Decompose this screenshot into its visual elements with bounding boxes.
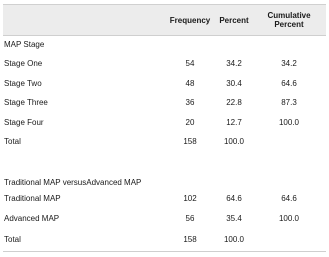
table-row-total <box>3 136 326 148</box>
table-row <box>3 78 326 90</box>
row-percent: 12.7 <box>226 118 242 127</box>
header-frequency: Frequency <box>169 16 211 25</box>
row-percent: 30.4 <box>226 79 242 88</box>
row-percent: 100.0 <box>223 235 245 244</box>
row-cumulative: 100.0 <box>278 214 300 223</box>
row-frequency: 102 <box>183 194 197 203</box>
row-frequency: 158 <box>183 137 197 146</box>
row-label: Stage One <box>4 59 43 68</box>
row-percent: 34.2 <box>226 59 242 68</box>
table-row <box>3 213 326 225</box>
row-frequency: 56 <box>185 214 195 223</box>
row-frequency: 48 <box>185 79 195 88</box>
row-label: Stage Two <box>4 79 42 88</box>
row-cumulative: 34.2 <box>281 59 297 68</box>
section-title: MAP Stage <box>4 40 45 49</box>
row-frequency: 158 <box>183 235 197 244</box>
table-row <box>3 97 326 109</box>
table-row <box>3 193 326 205</box>
row-cumulative: 64.6 <box>281 194 297 203</box>
section-title-traditional-vs-advanced <box>3 177 326 189</box>
header-percent: Percent <box>219 16 249 25</box>
row-percent: 100.0 <box>223 137 245 146</box>
row-label: Advanced MAP <box>4 214 60 223</box>
header-cumulative-percent: Cumulative Percent <box>267 11 311 29</box>
row-label: Total <box>4 235 21 244</box>
row-percent: 35.4 <box>226 214 242 223</box>
row-cumulative: 100.0 <box>278 118 300 127</box>
section-title: Traditional MAP versusAdvanced MAP <box>4 178 142 187</box>
row-percent: 22.8 <box>226 98 242 107</box>
table-row <box>3 117 326 129</box>
row-cumulative: 64.6 <box>281 79 297 88</box>
row-percent: 64.6 <box>226 194 242 203</box>
table-bottom-border <box>3 251 326 252</box>
row-label: Stage Four <box>4 118 44 127</box>
row-frequency: 20 <box>185 118 195 127</box>
row-label: Traditional MAP <box>4 194 61 203</box>
row-frequency: 36 <box>185 98 195 107</box>
table-header <box>3 4 326 36</box>
table-row <box>3 58 326 70</box>
section-title-map-stage <box>3 39 326 51</box>
row-cumulative: 87.3 <box>281 98 297 107</box>
row-label: Total <box>4 137 21 146</box>
table-row-total <box>3 234 326 246</box>
frequency-table <box>3 4 326 253</box>
row-frequency: 54 <box>185 59 195 68</box>
row-label: Stage Three <box>4 98 48 107</box>
